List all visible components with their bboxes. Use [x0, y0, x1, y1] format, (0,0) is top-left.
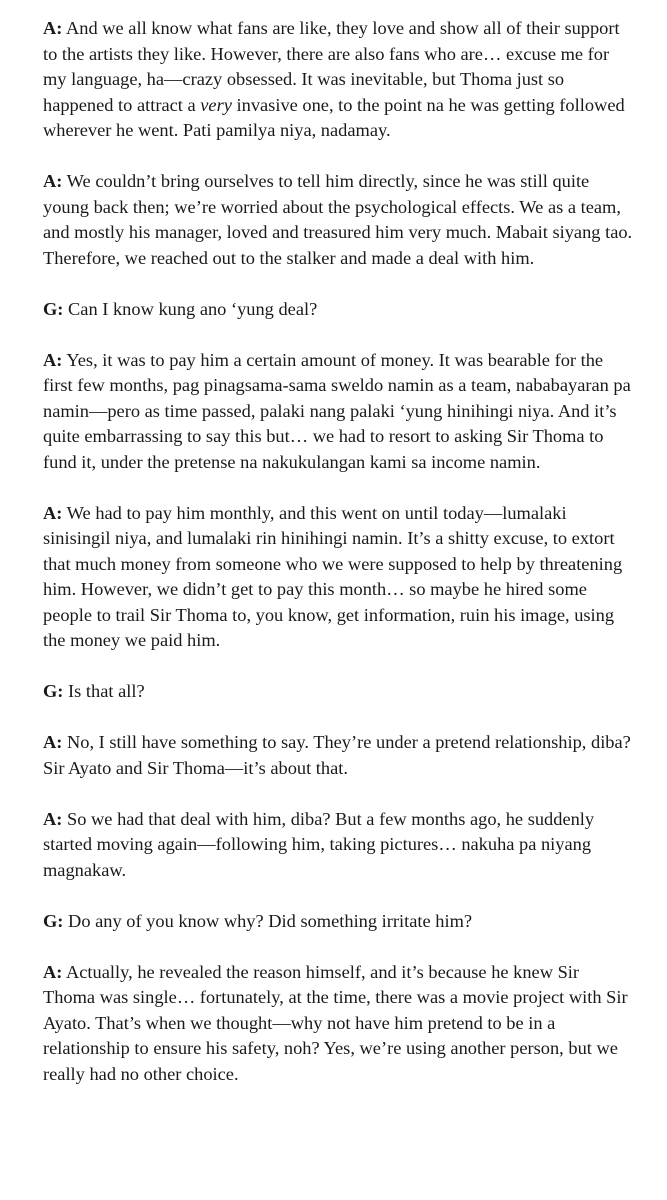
- dialogue-text: Actually, he revealed the reason himself, and it’s because he knew Sir Thoma was single… fortunately, at the time, there was a movie project with Sir Ayato. That’s when we thought—why not have him pretend to be in a relationship to ensure his safety, noh? Yes, we’re using another person, but we really had no other choice.: [43, 961, 628, 1084]
- speaker-label: G:: [43, 298, 64, 319]
- dialogue-text: No, I still have something to say. They’re under a pretend relationship, diba? Sir Ayato and Sir Thoma—it’s about that.: [43, 732, 631, 778]
- dialogue-text: We couldn’t bring ourselves to tell him directly, since he was still quite young back then; we’re worried about the psychological effects. We as a team, and mostly his manager, loved and treasured him very much. Mabait siyang tao. Therefore, we reached out to the stalker and made a deal with him.: [43, 171, 633, 268]
- speaker-label: A:: [43, 961, 63, 982]
- speaker-label: G:: [43, 681, 64, 701]
- dialogue-paragraph: [43, 169, 633, 271]
- speaker-label: A:: [43, 349, 63, 370]
- document-body: [43, 16, 633, 1113]
- dialogue-text: invasive one, to the point na he was getting followed wherever he went. Pati pamilya niya, nadamay.: [43, 94, 625, 140]
- dialogue-paragraph: [43, 679, 633, 705]
- dialogue-text: Yes, it was to pay him a certain amount of money. It was bearable for the first few months, pag pinagsama-sama sweldo namin as a team, nababayaran pa namin—pero as time passed, palaki nang palaki ‘yung hinihingi niya. And it’s quite embarrassing to say this but… we had to resort to asking Sir Thoma to fund it, under the pretense na nakukulangan kami sa income namin.: [43, 349, 631, 472]
- dialogue-paragraph: [43, 501, 633, 654]
- dialogue-paragraph: [43, 730, 633, 781]
- speaker-label: A:: [43, 502, 63, 523]
- speaker-label: A:: [43, 18, 63, 38]
- dialogue-text: We had to pay him monthly, and this went on until today—lumalaki sinisingil niya, and lumalaki rin hinihingi namin. It’s a shitty excuse, to extort that much money from someone who we were supposed to help by threatening him. However, we didn’t get to pay this month… so maybe he hired some people to trail Sir Thoma to, you know, get information, ruin his image, using the money we paid him.: [43, 502, 623, 650]
- speaker-label: A:: [43, 808, 63, 829]
- dialogue-text: Can I know kung ano ‘yung deal?: [63, 298, 318, 319]
- dialogue-paragraph: [43, 348, 633, 476]
- speaker-label: A:: [43, 171, 63, 191]
- emphasized-text: very: [200, 94, 232, 115]
- dialogue-paragraph: [43, 16, 633, 144]
- dialogue-text: So we had that deal with him, diba? But a few months ago, he suddenly started moving again—following him, taking pictures… nakuha pa niyang magnakaw.: [43, 808, 595, 880]
- dialogue-paragraph: [43, 909, 633, 935]
- speaker-label: A:: [43, 732, 63, 752]
- dialogue-paragraph: [43, 807, 633, 884]
- speaker-label: G:: [43, 910, 64, 931]
- dialogue-text: Is that all?: [63, 681, 145, 701]
- dialogue-paragraph: [43, 297, 633, 323]
- dialogue-text: And we all know what fans are like, they love and show all of their support to the artists they like. However, there are also fans who are… excuse me for my language, ha—crazy obsessed. It was inevitable, but Thoma just so happened to attract a: [43, 18, 620, 115]
- dialogue-paragraph: [43, 960, 633, 1088]
- dialogue-text: Do any of you know why? Did something irritate him?: [63, 910, 473, 931]
